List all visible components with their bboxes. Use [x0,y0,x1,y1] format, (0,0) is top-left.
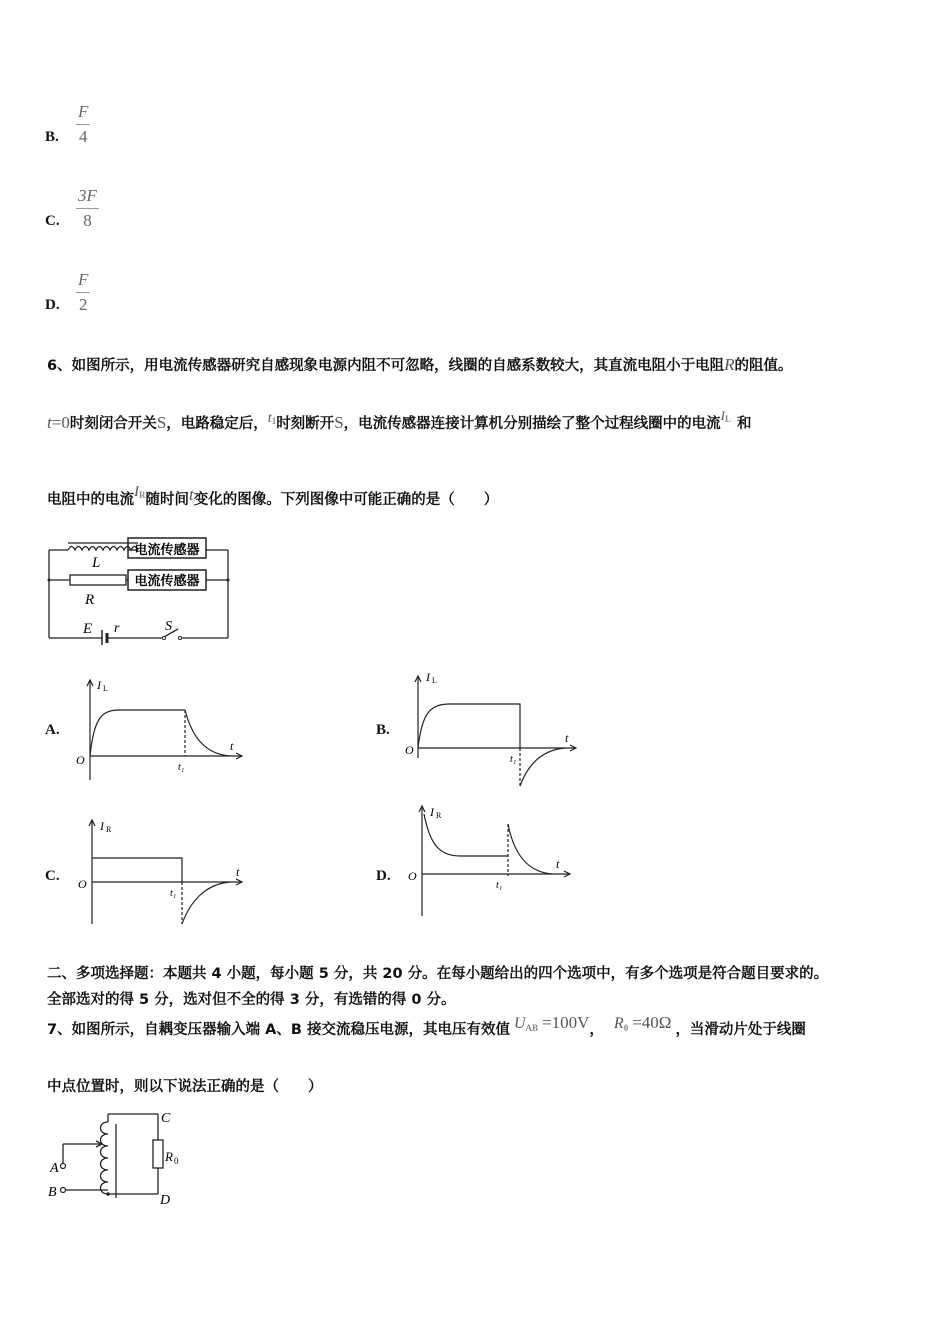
q6-line2-text-a: 时刻闭合开关 [69,416,157,432]
option-c-letter[interactable]: C. [45,213,60,229]
q6-t1-sub: 1 [271,416,277,426]
option-b-letter[interactable]: B. [45,129,59,145]
q6-internal-resistance-label: r [114,621,120,636]
q6-graph-a-ysub: L [103,684,108,693]
section2-line2: 全部选对的得 5 分，选对但不全的得 3 分，有选错的得 0 分。 [47,992,456,1008]
q6-line2-text-b: ，电路稳定后， [166,416,268,432]
q6-graph-b-xlabel: t [565,731,569,745]
q7-transformer-diagram [44,1106,194,1210]
q6-graph-a-origin: O [76,753,85,767]
option-c-numerator: 3F [76,186,99,209]
q6-S-symbol: S [156,413,167,432]
q7-U-symbol: U [513,1015,526,1032]
option-d-fraction[interactable] [76,270,90,315]
q6-eq0: =0 [51,413,70,432]
q6-graph-c-ysub: R [106,825,112,834]
q7-terminal-C: C [161,1111,171,1126]
option-d-numerator: F [76,270,90,293]
q6-line1 [47,354,792,375]
q6-option-d-letter[interactable]: D. [376,868,391,884]
q6-inductor-label: L [92,555,101,571]
q6-option-b-letter[interactable]: B. [376,722,390,738]
q7-R0-value: =40Ω [632,1013,672,1032]
q6-graph-b-ylabel: I [426,670,430,684]
q6-graph-a-ylabel: I [97,678,101,692]
q6-line3-text-a: 电阻中的电流 [47,492,134,508]
q6-sensor-1-label: 电流传感器 [134,542,200,557]
q6-graph-b-t1: t₁ [510,754,517,765]
q7-terminal-A: A [50,1161,59,1176]
q7-line1 [47,1013,806,1039]
q7-R0-symbol: R [613,1015,624,1032]
q6-t-symbol: t [47,413,52,432]
q6-graph-b-ysub: L [432,676,437,685]
q6-graph-d-xlabel: t [556,857,560,871]
option-d-denominator: 2 [78,295,88,314]
q6-option-c-letter[interactable]: C. [45,868,60,884]
q6-graph-d-ysub: R [436,811,442,820]
q7-line2: 中点位置时，则以下说法正确的是（ ） [47,1079,323,1095]
q6-t-var: t [189,485,194,504]
q6-graph-c[interactable] [70,812,250,930]
q6-line1-end: 的阻值。 [734,358,793,374]
q6-sensor-2-label: 电流传感器 [134,573,200,588]
q7-resistor-label: R [165,1149,173,1164]
q6-t1-symbol: t [267,411,272,426]
q6-graph-d[interactable] [400,800,580,920]
q6-graph-c-t1: t₁ [170,888,177,899]
q6-circuit-diagram [40,530,240,645]
q6-IR-symbol: I [134,484,139,500]
q6-line3-text-c: 变化的图像。下列图像中可能正确的是（ ） [193,492,499,508]
q7-R0-sub: 0 [623,1023,629,1033]
option-d-letter[interactable]: D. [45,297,60,313]
q7-line1-text-a: 7、如图所示，自耦变压器输入端 A、B 接交流稳压电源，其电压有效值 [47,1022,510,1038]
q6-graph-d-origin: O [408,869,417,883]
q6-graph-a[interactable] [70,672,250,782]
q6-option-a-letter[interactable]: A. [45,722,60,738]
q6-graph-c-ylabel: I [100,819,104,833]
q6-graph-b[interactable] [400,668,580,790]
q6-line2-text-d: ，电流传感器连接计算机分别描绘了整个过程线圈中的电流 [343,416,721,432]
option-c-fraction[interactable] [76,186,99,231]
q6-resistor-label: R [85,592,95,608]
q6-line2 [47,408,752,433]
q7-terminal-B: B [48,1185,57,1200]
q6-IR-sub: R [139,490,146,500]
q6-IL-symbol: I [720,408,725,423]
q7-U-value: =100V [542,1013,590,1032]
q7-comma: ， [589,1022,604,1038]
q6-line3 [47,484,499,509]
q6-line1-text: 6、如图所示，用电流传感器研究自感现象电源内阻不可忽略，线圈的自感系数较大，其直流电阻小于电阻 [47,358,725,374]
q6-graph-c-xlabel: t [236,865,240,879]
option-b-denominator: 4 [78,127,88,146]
q6-graph-b-origin: O [405,743,414,757]
q6-graph-a-xlabel: t [230,739,234,753]
q6-graph-d-ylabel: I [430,805,434,819]
section2-line1: 二、多项选择题：本题共 4 小题，每小题 5 分，共 20 分。在每小题给出的四个选项中，有多个选项是符合题目要求的。 [47,966,829,982]
q6-line2-text-e: 和 [737,416,752,432]
q6-S-symbol-2: S [334,413,344,432]
option-b-fraction[interactable] [76,102,90,147]
q6-graph-c-origin: O [78,877,87,891]
q6-graph-d-t1: t₁ [496,880,503,891]
q7-resistor-sub: 0 [174,1156,179,1166]
q6-switch-label: S [165,619,172,634]
q6-R-symbol: R [724,355,735,374]
q7-line1-text-b: ，当滑动片处于线圈 [675,1022,806,1038]
q7-U-sub: AB [525,1023,539,1033]
q6-IL-sub: L [725,414,732,424]
q6-emf-label: E [83,621,93,637]
q6-line2-text-c: 时刻断开 [276,416,335,432]
option-c-denominator: 8 [83,211,92,230]
option-b-numerator: F [76,102,90,125]
q7-terminal-D: D [160,1193,171,1208]
q6-line3-text-b: 随时间 [145,492,189,508]
q6-graph-a-t1: t₁ [178,762,185,773]
